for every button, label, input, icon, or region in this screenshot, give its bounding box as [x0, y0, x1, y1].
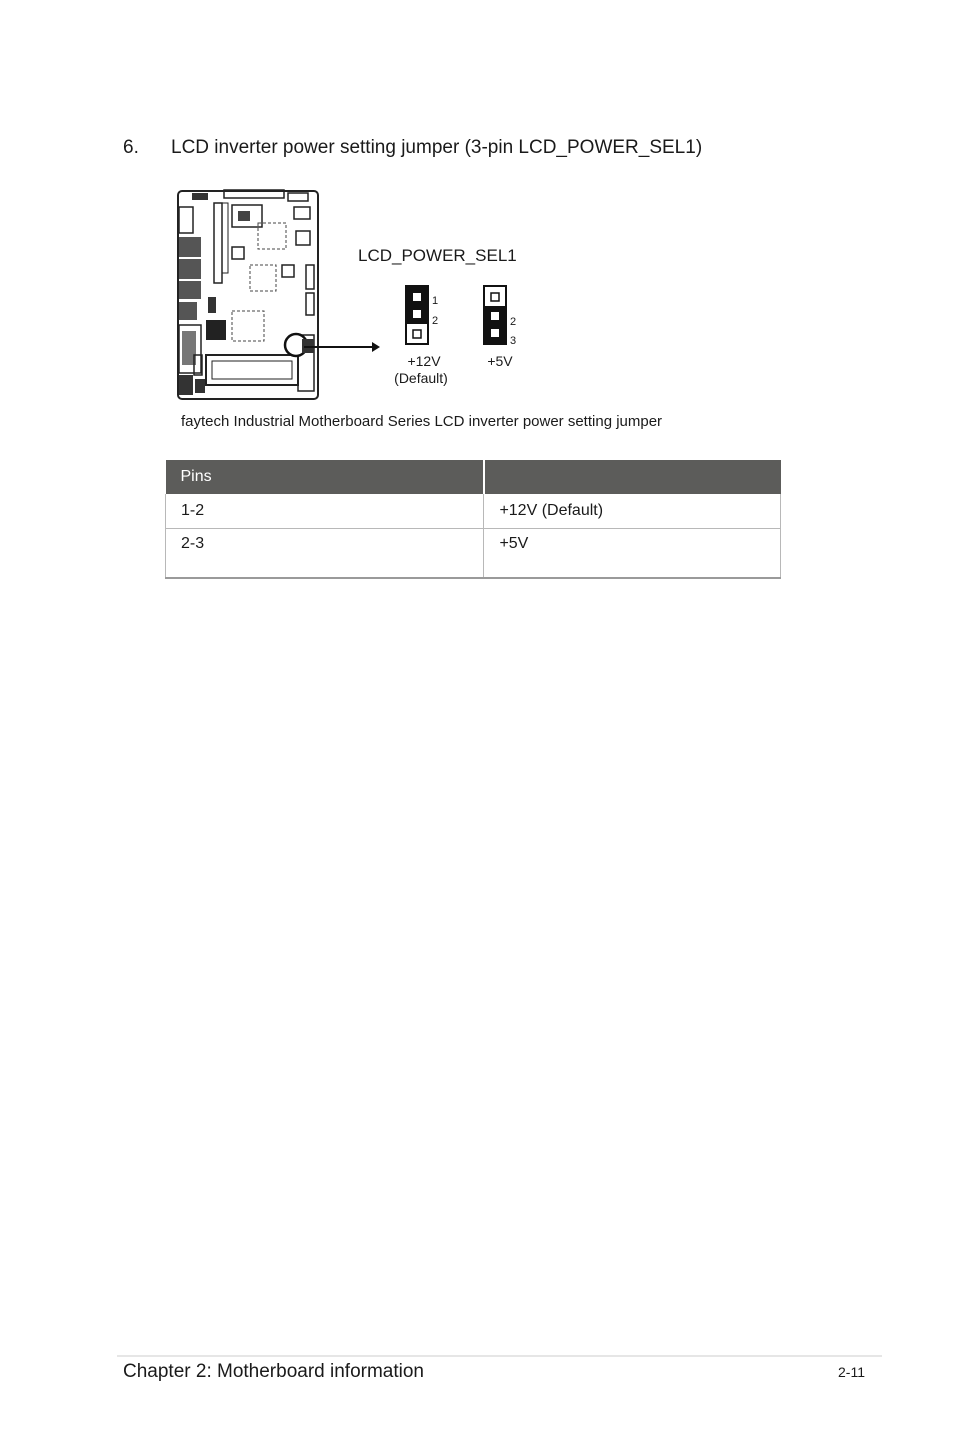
- jumper-5v-label: +5V: [487, 353, 513, 369]
- table-header-cell: [484, 460, 781, 494]
- table-cell: +12V (Default): [484, 494, 781, 529]
- jumper-5v-diagram: [483, 285, 507, 345]
- footer-chapter: Chapter 2: Motherboard information: [123, 1361, 424, 1382]
- pin-number: 2: [510, 316, 517, 328]
- table-cell: +5V: [484, 529, 781, 579]
- motherboard-illustration: [170, 185, 385, 407]
- footer-divider: [117, 1355, 882, 1357]
- pin-number: 3: [510, 335, 517, 347]
- table-cell: 2-3: [166, 529, 484, 579]
- pin-settings-table: [165, 460, 781, 579]
- pin-number: 1: [432, 295, 439, 307]
- figure-caption: faytech Industrial Motherboard Series LCD inverter power setting jumper: [181, 413, 663, 430]
- table-header-cell: Pins: [166, 460, 484, 494]
- jumper-12v-diagram: [405, 285, 429, 345]
- jumper-label: LCD_POWER_SEL1: [358, 246, 517, 265]
- jumper-12v-label: +12V: [407, 353, 441, 369]
- table-header-row: [166, 460, 781, 494]
- pin-number: 2: [432, 315, 439, 327]
- table-row: [166, 529, 781, 579]
- section-number: 6.: [123, 137, 139, 158]
- table-cell: 1-2: [166, 494, 484, 529]
- table-row: [166, 494, 781, 529]
- jumper-12v-default-label: (Default): [394, 370, 448, 386]
- page-number: 2-11: [838, 1364, 865, 1380]
- section-title: LCD inverter power setting jumper (3-pin LCD_POWER_SEL1): [171, 137, 703, 158]
